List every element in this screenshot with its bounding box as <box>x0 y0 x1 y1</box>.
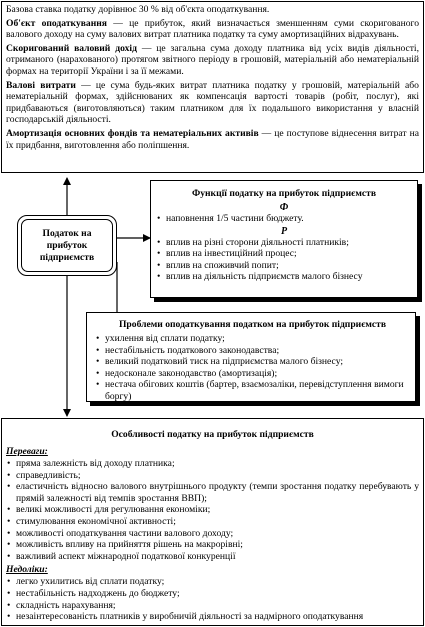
list-item: • нестабільність надходжень до бюджету; <box>6 588 419 600</box>
functions-regulatory-list <box>156 237 412 283</box>
advantages-list <box>6 458 419 562</box>
list-item: • великі можливості для регулювання економіки; <box>6 504 419 516</box>
object-term: Об'єкт оподаткування <box>6 17 107 29</box>
list-item: • можливості оподаткування частини валового доходу; <box>6 528 419 540</box>
advantages-label: Переваги: <box>6 446 48 457</box>
list-item: • справедливість; <box>6 470 419 482</box>
list-item: • складність нарахування; <box>6 600 419 612</box>
list-item: • еластичність відносно валового внутрішнього продукту (темпи зростання податку перебувають у прямій залежності від темпів зростання ВВП); <box>6 481 419 504</box>
functions-regulatory-mark: Р <box>280 225 288 237</box>
object-text: — це прибуток, який визначається зменшенням суми скоригованого валового доходу на суму валових витрат платника податку та суму амортизаційних відрахувань. <box>6 17 419 41</box>
center-node-label: Податок на прибуток підприємств <box>39 227 95 263</box>
list-item: • пряма залежність від доходу платника; <box>6 458 419 470</box>
list-item: • можливість впливу на прийняття рішень на макрорівні; <box>6 539 419 551</box>
center-node <box>17 215 117 276</box>
gross-expenses-text: — це сума будь-яких витрат платника податку у грошовій, матеріальній або нематеріальній формах, здійснюваних як компенсація вартості товарів (робіт, послуг), які придбаваються (виготовляються) таким платником для їх подальшого використання у власній господарській діяльності. <box>6 79 419 126</box>
list-item: • вплив на інвестиційний процес; <box>156 248 412 260</box>
features-box <box>1 418 424 626</box>
list-item: • нестабільність податкового законодавства; <box>95 345 410 357</box>
list-item: • стимулювання економічної активності; <box>6 516 419 528</box>
problems-title: Проблеми оподаткування податком на прибуток підприємств <box>118 319 387 330</box>
list-item: • легко ухилитись від сплати податку; <box>6 576 419 588</box>
list-item: • незаінтересованість платників у виробничій діяльності за надмірного оподаткування <box>6 611 419 623</box>
amortization-term: Амортизація основних фондів та нематеріальних активів <box>6 127 259 139</box>
amortization-text: — це поступове віднесення витрат на їх придбання, виготовлення або поліпшення. <box>6 127 419 151</box>
list-item: • великий податковий тиск на підприємства малого бізнесу; <box>95 356 410 368</box>
gross-expenses-definition <box>6 80 419 126</box>
list-item: • наповнення 1/5 частини бюджету. <box>156 213 412 225</box>
functions-title: Функції податку на прибуток підприємств <box>191 188 377 199</box>
gross-expenses-term: Валові витрати <box>6 79 76 91</box>
amortization-definition <box>6 128 419 151</box>
gross-income-text: — це загальна сума доходу платника від усіх видів діяльності, отриманого (нарахованого) протягом звітного періоду в грошовій, матеріальній або нематеріальній формах на території України і за її межами. <box>6 42 419 77</box>
base-rate-text: Базова ставка податку дорівнює 30 % від об'єкта оподаткування. <box>6 4 270 15</box>
list-item: • важливий аспект міжнародної податкової конкуренції <box>6 551 419 563</box>
problems-box <box>86 312 416 402</box>
functions-fiscal-list <box>156 213 412 225</box>
gross-income-definition <box>6 43 419 78</box>
disadvantages-list <box>6 576 419 622</box>
problems-list <box>95 333 410 403</box>
definitions-box <box>1 1 424 173</box>
disadvantages-label: Недоліки: <box>6 564 48 576</box>
list-item: • вплив на споживчий попит; <box>156 260 412 272</box>
list-item: • недосконале законодавство (амортизація); <box>95 368 410 380</box>
features-title: Особливості податку на прибуток підприємств <box>111 429 314 440</box>
functions-box <box>150 180 418 298</box>
list-item: • ухилення від сплати податку; <box>95 333 410 345</box>
list-item: • вплив на діяльність підприємств малого бізнесу <box>156 271 412 283</box>
list-item: • нестача обігових коштів (бартер, взаємозаліки, перевідступлення вимоги боргу) <box>95 379 410 402</box>
list-item: • вплив на різні сторони діяльності платників; <box>156 237 412 249</box>
functions-fiscal-mark: Ф <box>279 202 289 213</box>
gross-income-term: Скоригований валовий дохід <box>6 42 137 54</box>
object-definition <box>6 18 419 41</box>
